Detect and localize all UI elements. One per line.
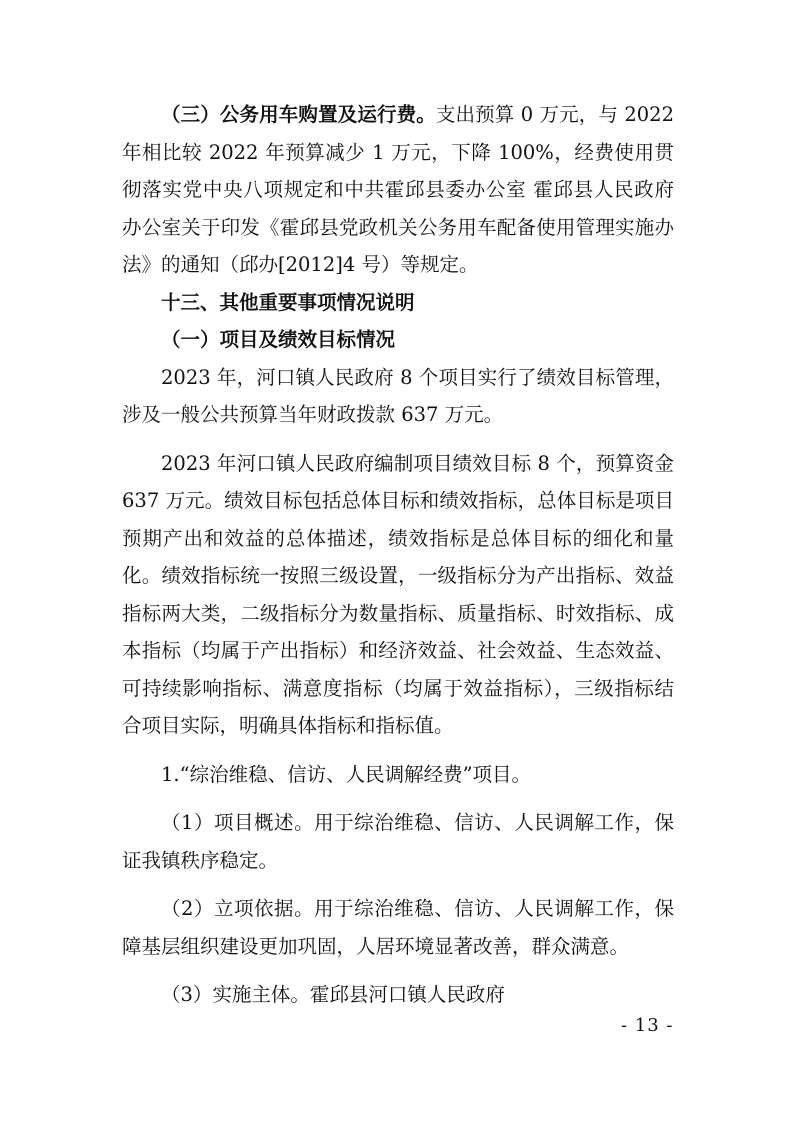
paragraph-heading-vehicle-costs: （三）公务用车购置及运行费。 (161, 103, 436, 126)
subsection-heading-performance-goals: （一）项目及绩效目标情况 (161, 328, 396, 351)
list-item-project-1: 1.“综治维稳、信访、人民调解经费”项目。 (161, 762, 532, 786)
paragraph-body-vehicle-costs: 支出预算 0 万元，与 2022 年相比较 2022 年预算减少 1 万元，下降 100%，经费使用贯彻落实党中央八项规定和中共霍邱县委办公室 霍邱县人民政府办公室关于印发《霍邱县党政机关公务用车配备使用管理实施办法》的通知（邱办[2012]4 号）等规定。 (122, 103, 674, 276)
paragraph-performance-indicators: 2023 年河口镇人民政府编制项目绩效目标 8 个，预算资金 637 万元。绩效目标包括总体目标和绩效指标，总体目标是项目预期产出和效益的总体描述，绩效指标是总体目标的细化和量化。绩效指标统一按照三级设置，一级指标分为产出指标、效益指标两大类，二级指标分为数量指标、质量指标、时效指标、成本指标（均属于产出指标）和经济效益、社会效益、生态效益、可持续影响指标、满意度指标（均属于效益指标），三级指标结合项目实际，明确具体指标和指标值。 (122, 451, 674, 737)
page-body (122, 96, 674, 1014)
section-heading-other-matters: 十三、其他重要事项情况说明 (161, 290, 415, 314)
list-subitem-overview: （1）项目概述。用于综治维稳、信访、人民调解工作，保证我镇秩序稳定。 (122, 811, 674, 872)
paragraph-project-count: 2023 年，河口镇人民政府 8 个项目实行了绩效目标管理，涉及一般公共预算当年财政拨款 637 万元。 (122, 365, 674, 426)
paragraph-vehicle-costs (122, 96, 674, 284)
page-number: - 13 - (621, 1015, 674, 1036)
list-subitem-implementer: （3）实施主体。霍邱县河口镇人民政府 (161, 983, 505, 1006)
list-subitem-basis: （2）立项依据。用于综治维稳、信访、人民调解工作，保障基层组织建设更加巩固，人居环境显著改善，群众满意。 (122, 897, 674, 958)
